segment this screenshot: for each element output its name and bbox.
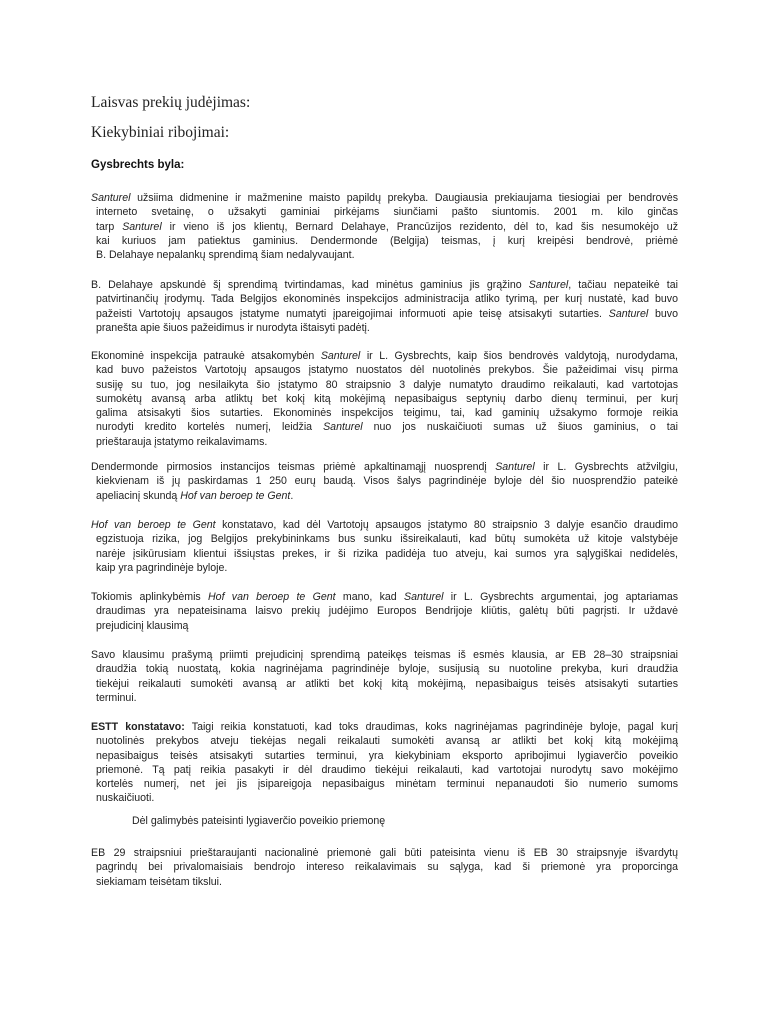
text-segment: nuo jos nuskaičiuoti sumas už šiuos gaminius, o tai [362, 421, 678, 434]
text-segment: sumokėtų avansą arba atliktų bet kokį kitą mokėjimą nepasibaigus septynių darbo dienų terminui, per kurį [96, 392, 678, 405]
heading-free-movement: Laisvas prekių judėjimas: [91, 94, 251, 111]
paragraph-4 [91, 460, 678, 503]
text-line [91, 248, 678, 262]
text-segment: pagrindų bei privalomaisiais bendrojo intereso reikalavimais su sąlyga, kad ši priemonė yra proporcinga [96, 861, 678, 874]
case-subheading: Gysbrechts byla: [91, 159, 185, 171]
text-line [91, 763, 678, 777]
italic-name: Santurel [495, 461, 535, 473]
text-line [91, 547, 678, 561]
text-line [91, 518, 678, 532]
text-segment: Savo klausimu prašymą priimti prejudicinį sprendimą pateikęs teismas iš esmės klausia, ar EB 28–30 straipsniai [91, 649, 678, 661]
text-segment: ir L. Gysbrechts atžvilgiu, [534, 461, 678, 473]
text-segment: interneto svetainę, o užsakyti gaminiai pirkėjams siunčiami pašto siuntomis. 2001 m. kilo ginčas [96, 206, 678, 219]
text-segment: pranešta apie šiuos pažeidimus ir nurodyta ištaisyti padėtį. [96, 321, 370, 334]
text-segment: galima atsisakyti šios sutarties. Ekonominės inspekcijos teigimu, tai, kad gaminių užsakymo formoje reikia [96, 407, 678, 420]
text-segment: tarp [96, 220, 123, 233]
text-line [91, 349, 678, 363]
paragraph-9-heading: Dėl galimybės pateisinti lygiaverčio poveikio priemonę [132, 815, 386, 827]
italic-name: Hof van beroep te Gent [91, 519, 216, 531]
text-segment: narėje įsikūrusiam klientui išsiųstas prekes, ir ši rizika padidėja tuo atveju, kai sumos yra sąlygiškai nedidelės, [96, 547, 678, 560]
text-segment: ir vieno iš jos klientų, Bernard Delahaye, Prancūzijos rezidento, dėl to, kad šis nesumokėjo už [161, 220, 678, 233]
text-line [91, 435, 678, 449]
text-segment: Taigi reikia konstatuoti, kad toks draudimas, koks nagrinėjamas pagrindinėje byloje, pagal kurį [184, 721, 678, 733]
italic-name: Santurel [404, 591, 444, 603]
text-segment: konstatavo, kad dėl Vartotojų apsaugos įstatymo 80 straipsnio 3 dalyje esančio draudimo [215, 519, 678, 531]
text-line [91, 321, 678, 335]
text-segment: . [290, 489, 294, 502]
text-segment: siekiamam teisėtam tikslui. [96, 875, 222, 888]
text-line [91, 791, 678, 805]
italic-name: Santurel [323, 421, 363, 434]
text-line [91, 474, 678, 488]
text-line [91, 234, 678, 248]
text-segment: nuotolinės prekybos atveju tiekėjas negali reikalauti sumokėti avansą ar atlikti bet kokį kitą mokėjimą [96, 735, 678, 748]
text-segment: draudžia tokią nuostatą, kokia nagrinėjama pagrindinėje byloje, susijusią su nuotoline prekyba, kuri draudžia [96, 663, 678, 676]
text-line [91, 691, 678, 705]
text-segment: kiekvienam iš jų paskirdamas 1 250 eurų baudą. Visos šalys pagrindinėje byloje dėl šio nuosprendžio pateikė [96, 475, 678, 488]
paragraph-7 [91, 648, 678, 705]
text-line [91, 720, 678, 734]
text-line [91, 590, 678, 604]
text-line [91, 460, 678, 474]
text-segment: patvirtinančių įrodymų. Tada Belgijos ekonominės inspekcijos administracija atliko tyrimą, per kurį nustatė, kad buvo [96, 293, 678, 306]
text-line [91, 378, 678, 392]
text-line [91, 777, 678, 791]
text-segment: EB 29 straipsniui prieštaraujanti nacionalinė priemonė gali būti pateisinta vienu iš EB 30 straipsnyje išvardytų [91, 847, 678, 859]
text-line [91, 307, 678, 321]
text-line [91, 561, 678, 575]
paragraph-1 [91, 191, 678, 262]
italic-name: Santurel [320, 350, 361, 362]
text-segment: , tačiau nepateikė tai [568, 279, 678, 291]
text-line [91, 677, 678, 691]
text-segment: priemonė. Tą patį reikia pasakyti ir dėl draudimo tiekėjui reikalauti, kad vartotojai nurodytų savo mokėjimo [96, 763, 678, 776]
text-line [91, 489, 678, 503]
text-segment: Dendermonde pirmosios instancijos teismas priėmė apkaltinamąjį nuosprendį [91, 461, 496, 473]
text-segment: kai kuriuos jam patiektus gaminius. Dendermonde (Belgija) teismas, į kurį kreipėsi bendrovė, priėmė [96, 234, 678, 247]
text-line [91, 205, 678, 219]
text-line [91, 392, 678, 406]
italic-name: Santurel [91, 192, 131, 204]
text-line [91, 406, 678, 420]
text-segment: pažeisti Vartotojų apsaugos įstatyme numatyti įpareigojimai informuoti apie teisę atsisakyti sutarties. [96, 307, 609, 320]
text-line [91, 604, 678, 618]
text-segment: nuskaičiuoti. [96, 792, 155, 805]
text-segment: ir L. Gysbrechts, kaip šios bendrovės valdytoją, nurodydama, [360, 350, 678, 362]
text-line [91, 420, 678, 434]
text-line [91, 292, 678, 306]
italic-name: Hof van beroep te Gent [208, 591, 336, 603]
text-segment: kaip yra pagrindinėje byloje. [96, 561, 228, 574]
text-segment: prieštarauja įstatymo reikalavimams. [96, 435, 268, 448]
text-line [91, 191, 678, 205]
text-segment: kad buvo pažeistos Vartotojų apsaugos įstatymo nuostatos dėl nuotolinės prekybos. Šie pažeidimai visų pirma [96, 364, 678, 377]
text-line [91, 532, 678, 546]
text-segment: tiekėjui reikalauti sumokėti avansą ar atlikti bet kokį kitą mokėjimą, nepasibaigus teisės atsisakyti sutarties [96, 677, 678, 690]
text-line [91, 875, 678, 889]
text-line [91, 363, 678, 377]
paragraph-8 [91, 720, 678, 806]
text-segment: užsiima didmenine ir mažmenine maisto papildų prekyba. Daugiausia prekiaujama tiesiogiai per bendrovės [130, 192, 678, 204]
italic-name: Hof van beroep te Gent [180, 489, 291, 502]
text-segment: terminui. [96, 691, 137, 704]
text-segment: egzistuoja rizika, jog Belgijos prekybininkams bus sunku išsireikalauti, kad būtų sumokėta už kitoje valstybėje [96, 533, 678, 546]
text-segment: susiję su tuo, jog nesilaikyta šio įstatymo 80 straipsnio 3 dalyje numatyto draudimo reikalauti, kad vartotojas [96, 378, 678, 391]
text-segment: buvo [648, 307, 678, 320]
paragraph-2 [91, 278, 678, 335]
text-segment: nurodyti kredito kortelės numerį, leidžia [96, 421, 324, 434]
paragraph-6 [91, 590, 678, 633]
text-line [91, 846, 678, 860]
text-segment: B. Delahaye apskundė šį sprendimą tvirtindamas, kad minėtus gaminius jis grąžino [91, 279, 529, 291]
italic-name: Santurel [122, 220, 162, 233]
paragraph-10 [91, 846, 678, 889]
text-segment: mano, kad [335, 591, 404, 603]
text-segment: Ekonominė inspekcija patraukė atsakomybėn [91, 350, 321, 362]
text-line [91, 619, 678, 633]
text-line [91, 734, 678, 748]
text-segment: draudimas yra nepateisinama laisvo prekių judėjimo Europos Bendrijoje kliūtis, galėtų būti pagrįsti. Ir uždavė [96, 605, 678, 618]
text-line [91, 860, 678, 874]
text-segment: apeliacinį skundą [96, 489, 181, 502]
text-line [91, 749, 678, 763]
text-segment: kortelės numerį, net jei jis įsipareigoja nepasibaigus minėtam terminui nepanaudoti šio numerio sumoms [96, 778, 678, 791]
bold-lead: ESTT konstatavo: [91, 721, 185, 733]
text-segment: B. Delahaye nepalankų sprendimą šiam nedalyvaujant. [96, 249, 355, 262]
text-line [91, 662, 678, 676]
paragraph-5 [91, 518, 678, 575]
text-segment: prejudicinį klausimą [96, 619, 189, 632]
italic-name: Santurel [528, 279, 569, 291]
text-segment: nepasibaigus teisės atsisakyti sutarties terminui, yra kiekybiniam eksporto apribojimui lygiaverčio poveikio [96, 749, 678, 762]
text-segment: Tokiomis aplinkybėmis [91, 591, 209, 603]
text-line [91, 648, 678, 662]
paragraph-3 [91, 349, 678, 449]
text-segment: ir L. Gysbrechts argumentai, jog aptariamas [443, 591, 679, 603]
text-line [91, 220, 678, 234]
italic-name: Santurel [608, 307, 649, 320]
heading-quantitative-restrictions: Kiekybiniai ribojimai: [91, 124, 230, 141]
text-line [91, 278, 678, 292]
